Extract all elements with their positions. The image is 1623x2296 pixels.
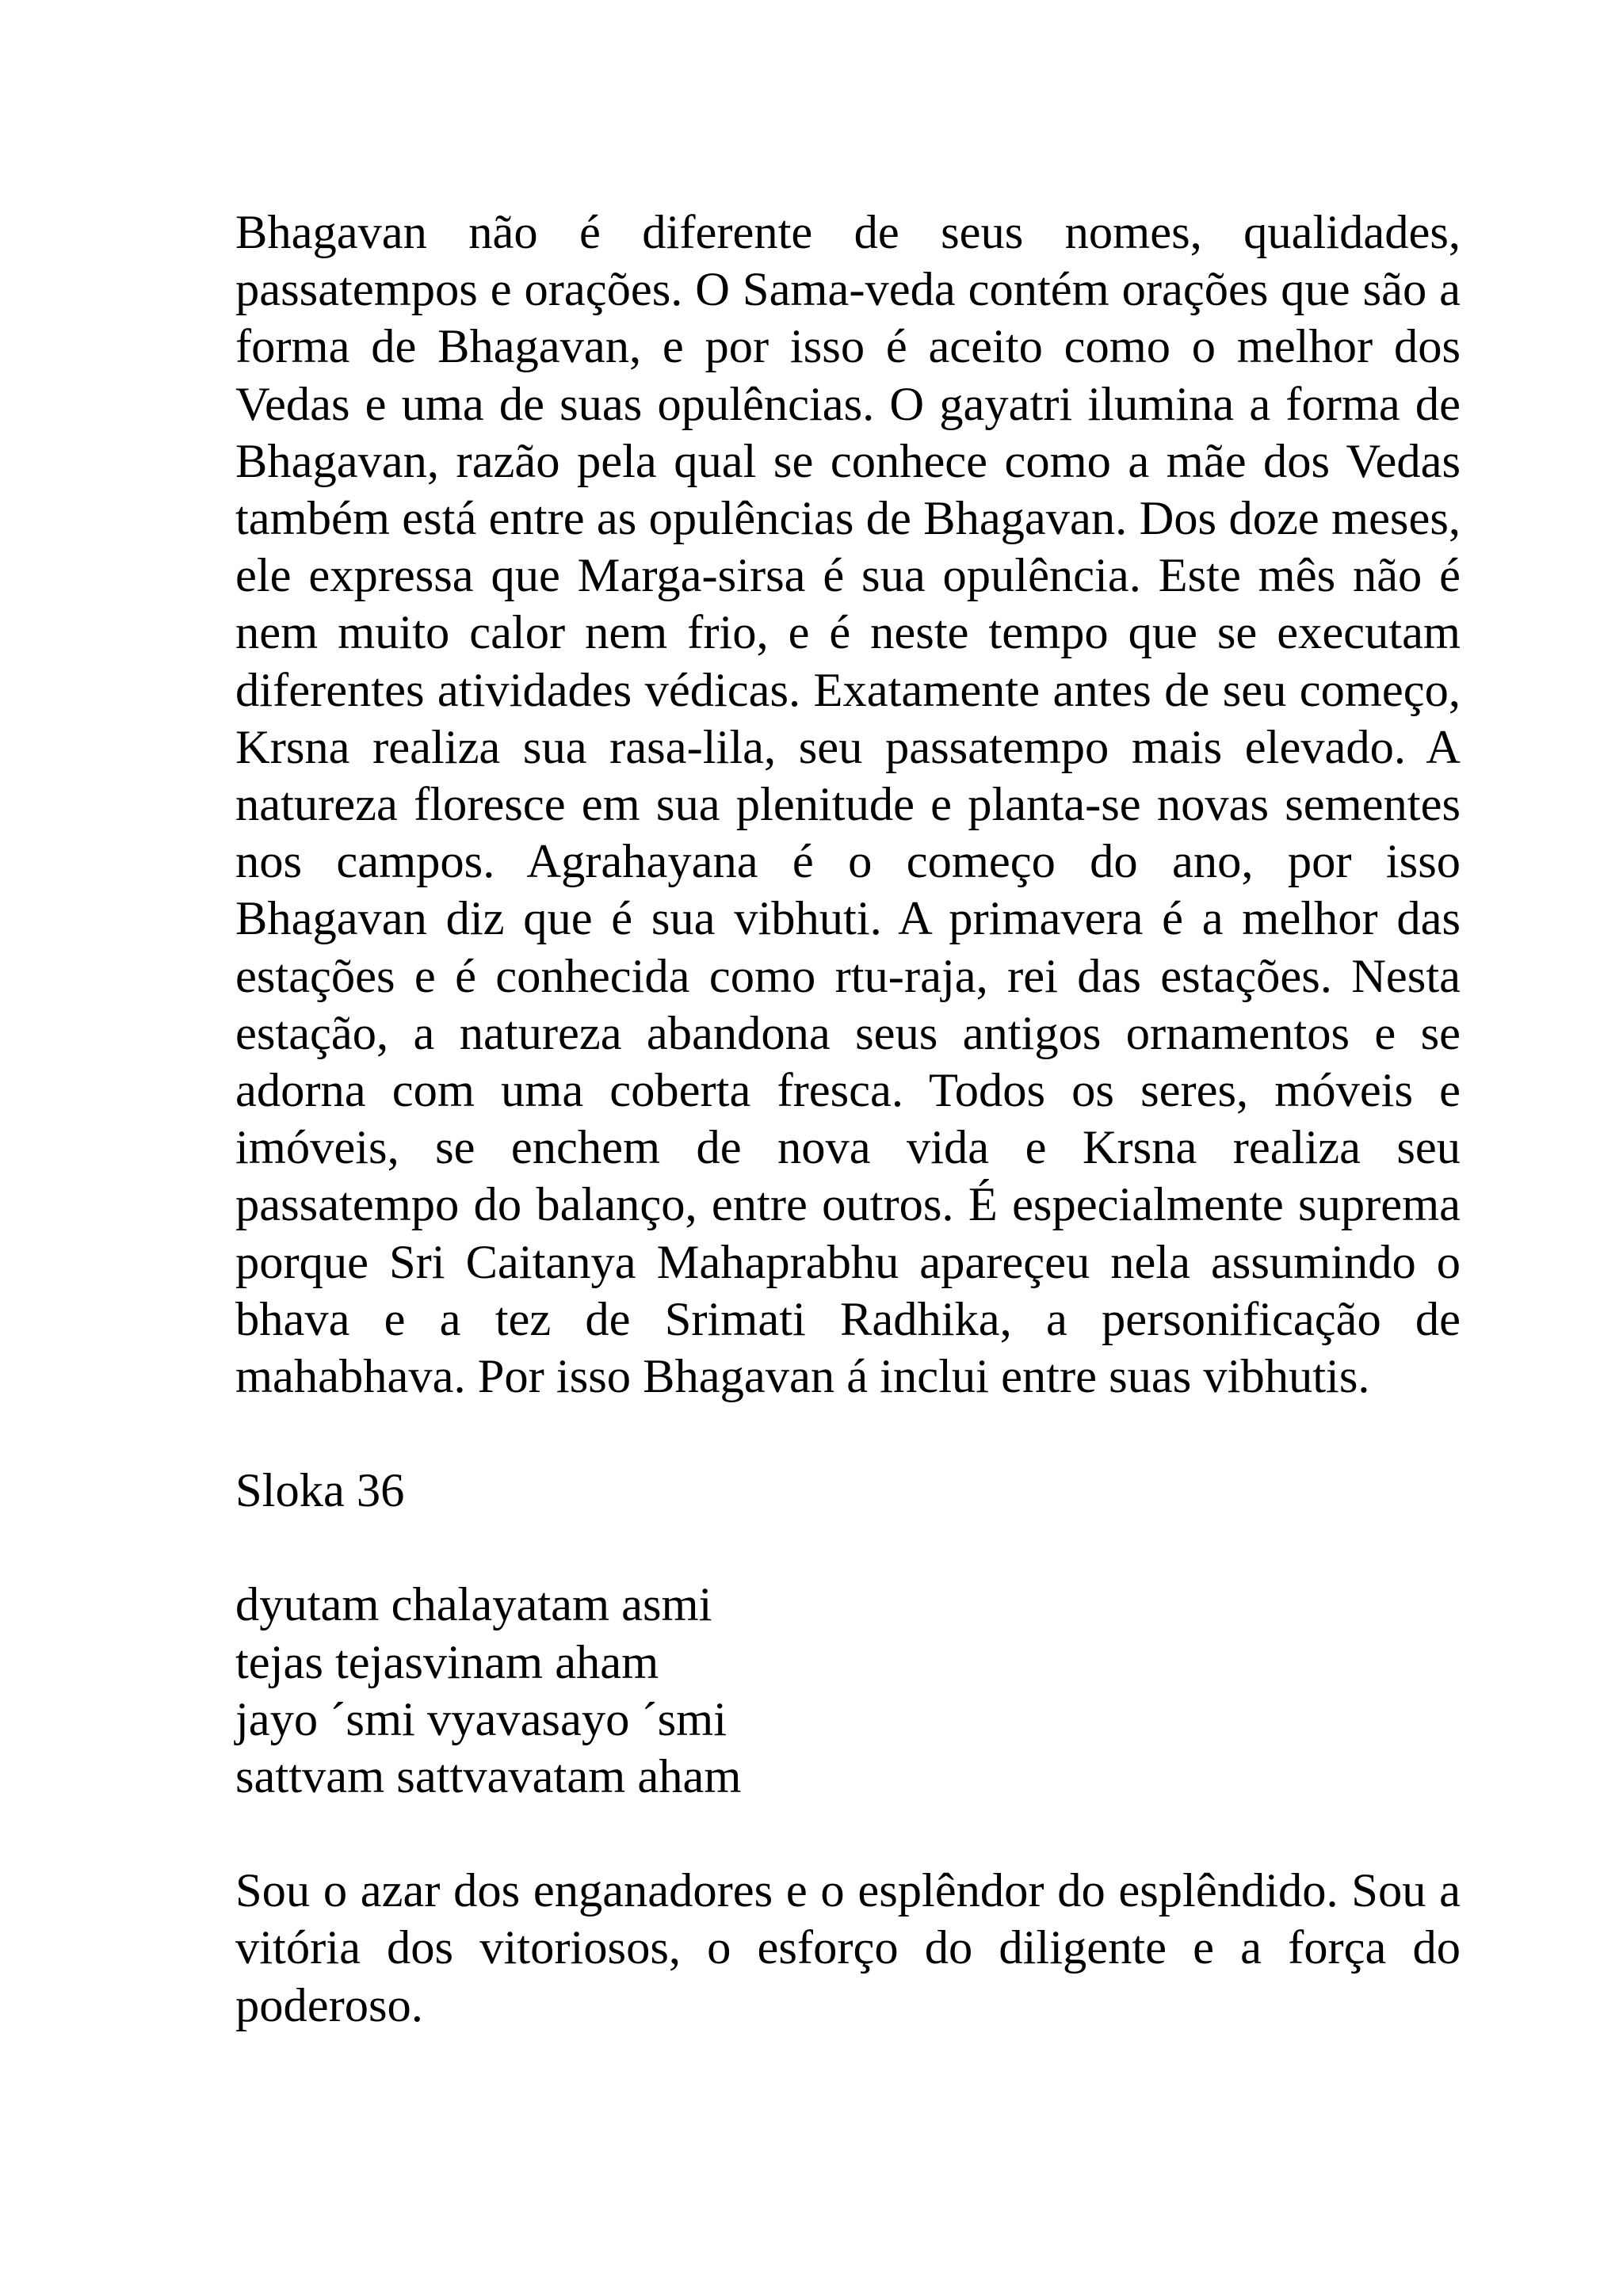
verse-line: dyutam chalayatam asmi: [235, 1578, 712, 1632]
sloka-heading: Sloka 36: [235, 1464, 405, 1518]
verse-line: jayo ´smi vyavasayo ´smi: [235, 1692, 727, 1746]
commentary-paragraph: Bhagavan não é diferente de seus nomes, qualidades, passatempos e orações. O Sama-veda contém orações que são a forma de Bhagavan, e por isso é aceito como o melhor dos Vedas e uma de suas opulências. O gayatri ilumina a forma de Bhagavan, razão pela qual se conhece como a mãe dos Vedas também está entre as opulências de Bhagavan. Dos doze meses, ele expressa que Marga-sirsa é sua opulência. Este mês não é nem muito calor nem frio, e é neste tempo que se executam diferentes atividades védicas. Exatamente antes de seu começo, Krsna realiza sua rasa-lila, seu passatempo mais elevado. A natureza floresce em sua plenitude e planta-se novas sementes nos campos. Agrahayana é o começo do ano, por isso Bhagavan diz que é sua vibhuti. A primavera é a melhor das estações e é conhecida como rtu-raja, rei das estações. Nesta estação, a natureza abandona seus antigos ornamentos e se adorna com uma coberta fresca. Todos os seres, móveis e imóveis, se enchem de nova vida e Krsna realiza seu passatempo do balanço, entre outros. É especialmente suprema porque Sri Caitanya Mahaprabhu apareçeu nela assumindo o bhava e a tez de Srimati Radhika, a personificação de mahabhava. Por isso Bhagavan á inclui entre suas vibhutis.: [235, 206, 1461, 1404]
document-page: [235, 204, 1461, 2035]
verse-block: [235, 1577, 1461, 1806]
verse-line: tejas tejasvinam aham: [235, 1635, 659, 1689]
verse-line: sattvam sattvavatam aham: [235, 1750, 742, 1804]
translation-paragraph: Sou o azar dos enganadores e o esplêndor do esplêndido. Sou a vitória dos vitoriosos, o esforço do diligente e a força do poderoso.: [235, 1864, 1461, 2032]
